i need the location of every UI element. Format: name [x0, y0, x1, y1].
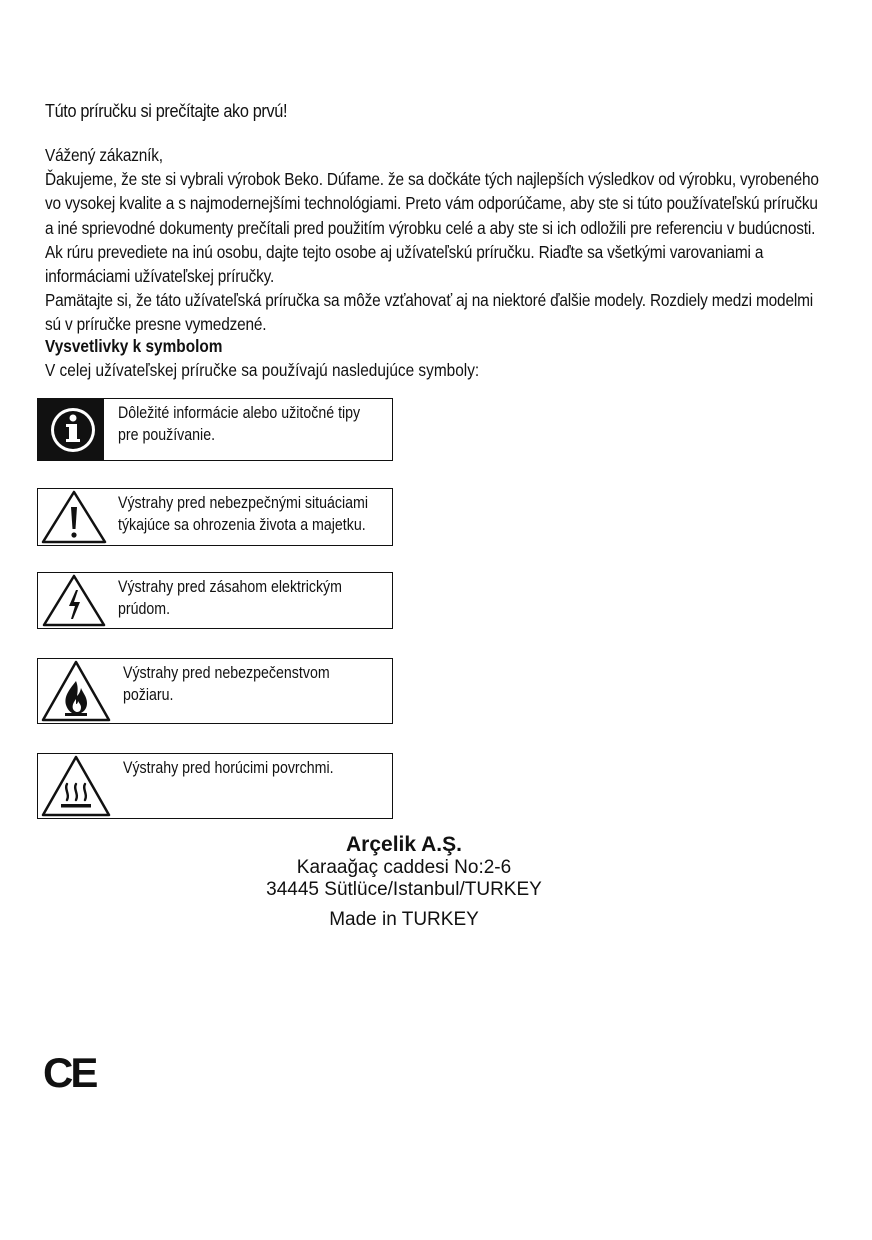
symbol-box-electric [37, 572, 393, 629]
symbol-box-hot-surface [37, 753, 393, 819]
electric-shock-icon [38, 573, 110, 628]
symbols-heading: Vysvetlivky k symbolom [45, 336, 223, 356]
info-icon [38, 399, 104, 460]
greeting: Vážený zákazník, [45, 145, 163, 165]
intro-text [45, 143, 819, 337]
symbol-box-warning [37, 488, 393, 546]
warning-exclamation-icon [38, 489, 110, 545]
symbol-info-text: Dôležité informácie alebo užitočné tipy pre používanie. [118, 404, 361, 444]
manufacturer-address [0, 833, 808, 931]
ce-mark: CE [43, 1049, 96, 1096]
symbol-box-fire [37, 658, 393, 724]
symbol-box-info [37, 398, 393, 461]
made-in: Made in TURKEY [329, 909, 479, 930]
manufacturer-name: Arçelik A.Ş. [346, 833, 462, 856]
fire-hazard-icon [38, 659, 114, 723]
intro-paragraph-2: Pamätajte si, že táto užívateľská príručka sa môže vzťahovať aj na niektoré ďalšie modely. Rozdiely medzi modelmi sú v príručke presne vymedzené. [45, 290, 813, 335]
manufacturer-street: Karaağaç caddesi No:2-6 [296, 857, 512, 878]
intro-paragraph-1: Ďakujeme, že ste si vybrali výrobok Beko. Dúfame. že sa dočkáte tých najlepších výsledkov od výrobku, vyrobeného vo vysokej kvalite a s najmodernejšími technológiami. Preto vám odporúčame, aby ste si túto používateľskú príručku a iné sprievodné dokumenty prečítali pred použitím výrobku celé a aby ste si ich odložili pre referenciu v budúcnosti. Ak rúru prevediete na inú osobu, dajte tejto osobe aj užívateľskú príručku. Riaďte sa všetkými varovaniami a informáciami užívateľskej príručky. [45, 169, 819, 287]
symbol-fire-text: Výstrahy pred nebezpečenstvom požiaru. [123, 664, 330, 704]
symbol-warning-text: Výstrahy pred nebezpečnými situáciami týkajúce sa ohrozenia života a majetku. [118, 494, 369, 534]
hot-surface-icon [38, 754, 114, 818]
manufacturer-city: 34445 Sütlüce/Istanbul/TURKEY [266, 879, 542, 900]
symbol-hot-surface-text: Výstrahy pred horúcimi povrchmi. [123, 759, 334, 777]
page-title: Túto príručku si prečítajte ako prvú! [45, 100, 288, 121]
symbols-intro: V celej užívateľskej príručke sa používajú nasledujúce symboly: [45, 360, 480, 380]
symbol-electric-text: Výstrahy pred zásahom elektrickým prúdom. [118, 578, 342, 618]
